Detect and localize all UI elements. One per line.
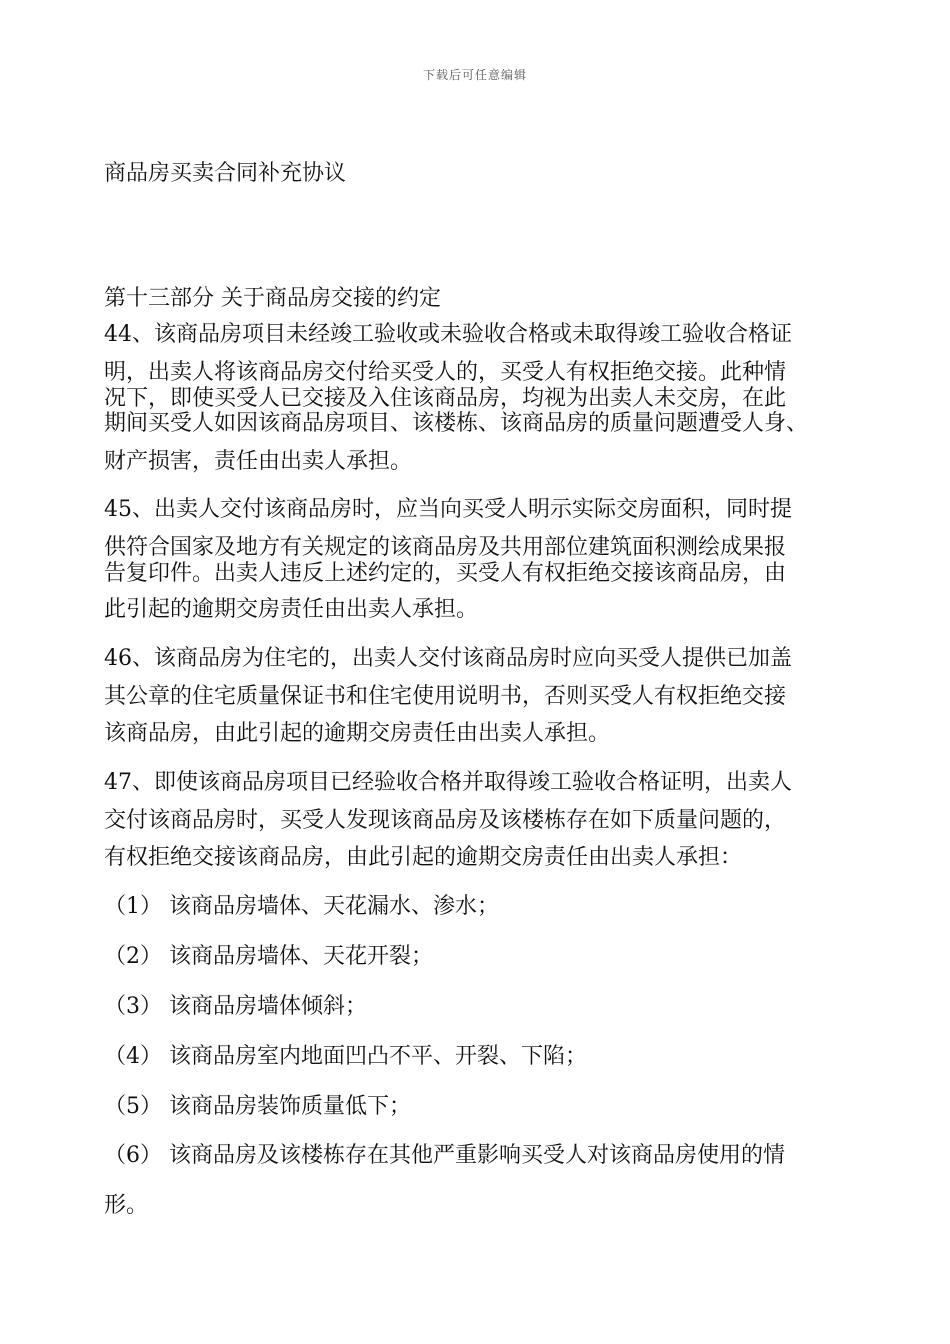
paragraph-line: 此引起的逾期交房责任由出卖人承担。: [104, 597, 479, 622]
list-item: （5） 该商品房装饰质量低下；: [104, 1094, 411, 1119]
paragraph-line: 况下，即使买受人已交接及入住该商品房，均视为出卖人未交房，在此: [104, 386, 787, 411]
section-heading: 第十三部分 关于商品房交接的约定: [104, 286, 441, 311]
paragraph-line: 45、出卖人交付该商品房时，应当向买受人明示实际交房面积，同时提: [104, 497, 792, 522]
paragraph-line: 有权拒绝交接该商品房，由此引起的逾期交房责任由出卖人承担：: [104, 845, 743, 870]
list-item: （1） 该商品房墙体、天花漏水、渗水；: [104, 894, 499, 919]
list-item: （3） 该商品房墙体倾斜；: [104, 994, 367, 1019]
list-item: （2） 该商品房墙体、天花开裂；: [104, 944, 433, 969]
list-item: 形。: [104, 1193, 149, 1218]
paragraph-line: 44、该商品房项目未经竣工验收或未验收合格或未取得竣工验收合格证: [104, 322, 792, 347]
paragraph-line: 告复印件。出卖人违反上述约定的，买受人有权拒绝交接该商品房，由: [104, 561, 787, 586]
paragraph-line: 交付该商品房时，买受人发现该商品房及该楼栋存在如下质量问题的，: [104, 808, 787, 833]
paragraph-line: 该商品房，由此引起的逾期交房责任由出卖人承担。: [104, 721, 611, 746]
list-item: （4） 该商品房室内地面凹凸不平、开裂、下陷；: [104, 1044, 587, 1069]
paragraph-line: 其公章的住宅质量保证书和住宅使用说明书，否则买受人有权拒绝交接: [104, 684, 787, 709]
list-item: （6） 该商品房及该楼栋存在其他严重影响买受人对该商品房使用的情: [104, 1143, 785, 1168]
paragraph-line: 财产损害，责任由出卖人承担。: [104, 449, 413, 474]
paragraph-line: 46、该商品房为住宅的，出卖人交付该商品房时应向买受人提供已加盖: [104, 646, 792, 671]
paragraph-line: 供符合国家及地方有关规定的该商品房及共用部位建筑面积测绘成果报: [104, 535, 787, 560]
paragraph-line: 期间买受人如因该商品房项目、该楼栋、该商品房的质量问题遭受人身、: [104, 411, 809, 436]
paragraph-line: 明，出卖人将该商品房交付给买受人的，买受人有权拒绝交接。此种情: [104, 360, 787, 385]
document-title: 商品房买卖合同补充协议: [104, 161, 347, 186]
paragraph-line: 47、即使该商品房项目已经验收合格并取得竣工验收合格证明，出卖人: [104, 770, 792, 795]
page-header: 下载后可任意编辑: [422, 68, 527, 82]
